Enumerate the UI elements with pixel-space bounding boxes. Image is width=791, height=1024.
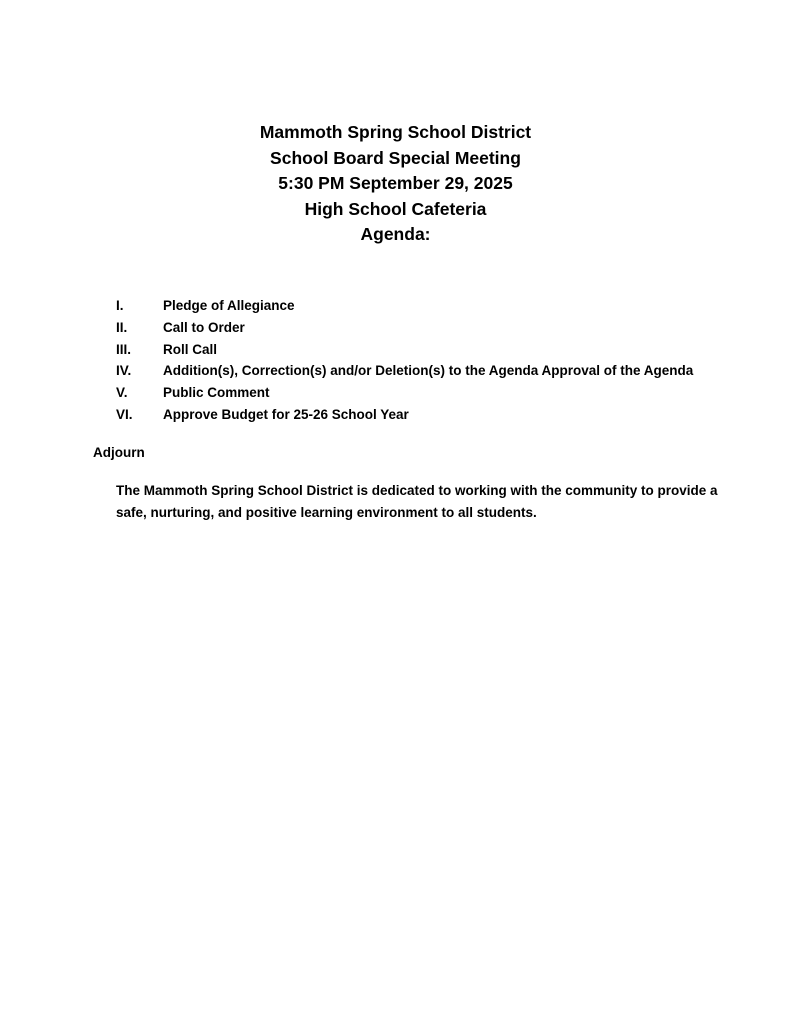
agenda-item: [116, 404, 693, 426]
agenda-item: [116, 382, 693, 404]
agenda-item: [116, 360, 693, 382]
agenda-item-text: Call to Order: [163, 319, 245, 335]
agenda-item-text: Addition(s), Correction(s) and/or Deletion(s) to the Agenda Approval of the Agenda: [163, 363, 694, 379]
agenda-item-numeral: III.: [116, 341, 132, 357]
agenda-heading: Agenda:: [360, 224, 431, 244]
document-header: [0, 120, 791, 248]
mission-statement: The Mammoth Spring School District is dedicated to working with the community to provide a safe, nurturing, and positive learning environment to all students.: [116, 483, 718, 520]
district-name: Mammoth Spring School District: [259, 122, 532, 142]
agenda-item-text: Pledge of Allegiance: [163, 298, 295, 313]
agenda-item-text: Approve Budget for 25-26 School Year: [163, 406, 409, 422]
agenda-list: [116, 295, 693, 426]
adjourn-label: Adjourn: [93, 445, 145, 460]
agenda-item: [116, 295, 693, 317]
agenda-item-text: Public Comment: [163, 385, 270, 401]
agenda-item: [116, 339, 693, 361]
agenda-item-numeral: IV.: [116, 363, 132, 379]
agenda-item-text: Roll Call: [163, 341, 218, 357]
agenda-item-numeral: V.: [116, 385, 128, 401]
agenda-item-numeral: I.: [116, 298, 124, 313]
agenda-item-numeral: II.: [116, 319, 128, 335]
agenda-item: [116, 317, 693, 339]
meeting-location: High School Cafeteria: [304, 198, 487, 219]
agenda-item-numeral: VI.: [116, 406, 133, 422]
meeting-title: School Board Special Meeting: [270, 147, 521, 168]
meeting-datetime: 5:30 PM September 29, 2025: [278, 173, 513, 193]
